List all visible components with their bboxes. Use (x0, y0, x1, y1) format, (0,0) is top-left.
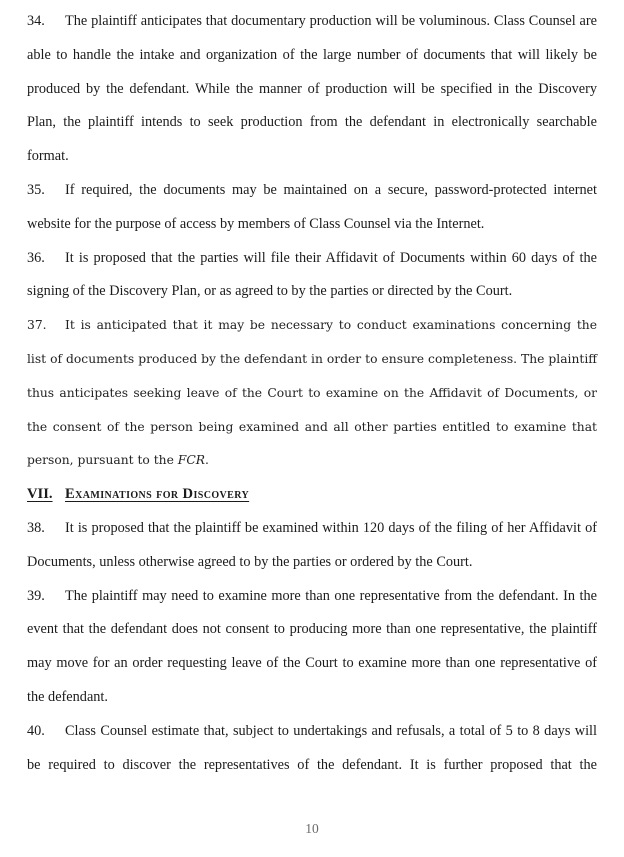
paragraph-number: 36. (27, 249, 45, 266)
paragraph-text: It is proposed that the plaintiff be examined within 120 days of the filing of her Affidavit of Documents, unless otherwise agreed to by the parties or ordered by the Court. (27, 519, 597, 570)
section-numeral: VII. (27, 486, 53, 503)
page-footer (0, 821, 624, 837)
paragraph-37 (27, 309, 597, 478)
paragraph-number: 38. (27, 519, 45, 536)
rules-citation: FCR (177, 453, 205, 468)
paragraph-number: 34. (27, 13, 45, 29)
section-heading-examinations-for-discovery (27, 478, 597, 512)
paragraph-35 (27, 174, 597, 242)
paragraph-number: 35. (27, 181, 45, 198)
paragraph-text: The plaintiff may need to examine more than one representative from the defendant. In the event that the defendant does not consent to producing more than one representative, the plaintiff may move for an order requesting leave of the Court to examine more than one representative of the defendant. (27, 587, 597, 705)
paragraph-number: 37. (27, 318, 47, 333)
paragraph-34 (27, 5, 597, 174)
paragraph-text: The plaintiff anticipates that documentary production will be voluminous. Class Counsel are able to handle the intake and organization of the large number of documents that will likely be produced by the defendant. While the manner of production will be specified in the Discovery Plan, the plaintiff intends to seek production from the defendant in electronically searchable format. (27, 13, 597, 165)
paragraph-38 (27, 512, 597, 580)
paragraph-text: If required, the documents may be maintained on a secure, password-protected internet website for the purpose of access by members of Class Counsel via the Internet. (27, 181, 597, 232)
paragraph-39 (27, 580, 597, 715)
paragraph-number: 39. (27, 587, 45, 604)
page-number: 10 (305, 821, 319, 836)
paragraph-40 (27, 715, 597, 783)
section-title: Examinations for Discovery (65, 486, 250, 503)
paragraph-text: It is anticipated that it may be necessary to conduct examinations concerning the list of documents produced by the defendant in order to ensure completeness. The plaintiff thus anticipates seeking leave of the Court to examine on the Affidavit of Documents, or the consent of the person being examined and all other parties entitled to examine that person, pursuant to the FCR. (27, 318, 597, 468)
paragraph-text: Class Counsel estimate that, subject to undertakings and refusals, a total of 5 to 8 days will be required to discover the representatives of the defendant. It is further proposed that the (27, 722, 597, 773)
paragraph-36 (27, 242, 597, 310)
paragraph-number: 40. (27, 722, 45, 739)
paragraph-text: It is proposed that the parties will file their Affidavit of Documents within 60 days of the signing of the Discovery Plan, or as agreed to by the parties or directed by the Court. (27, 249, 597, 300)
